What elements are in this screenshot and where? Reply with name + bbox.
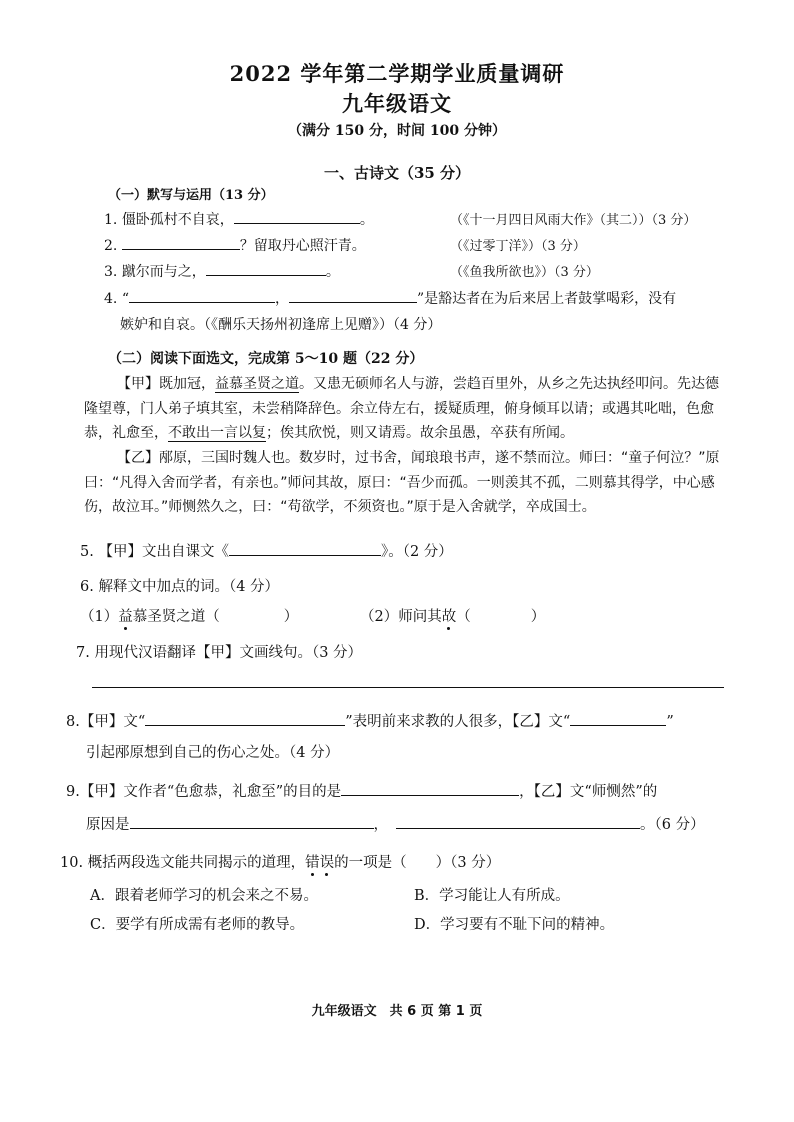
q8-prefix: 【甲】文“ (79, 714, 146, 730)
q3-answer-blank[interactable] (206, 261, 326, 276)
q8-answer-blank-2[interactable] (570, 711, 666, 726)
dotted-char: 错 (305, 855, 320, 871)
question-7 (76, 641, 362, 662)
q1-suffix: 。 (359, 212, 374, 228)
q8-line2: 引起邴原想到自己的伤心之处。（4 分） (86, 745, 340, 761)
q9-answer-blank-1[interactable] (341, 781, 519, 796)
q9-middle: ，【乙】文“师恻然”的 (519, 784, 658, 800)
q4-line2: 嫉妒和自哀。（《酬乐天扬州初逢席上见赠》）（4 分） (120, 317, 442, 333)
part1-title: （一）默写与运用（13 分） (108, 188, 274, 203)
q4-answer-blank-1[interactable] (129, 288, 275, 303)
underlined-sentence: 不敢出一言以复 (168, 425, 266, 441)
q4-text: ”是豁达者在为后来居上者鼓掌喝彩，没有 (416, 291, 677, 307)
page-footer: 九年级语文 共 6 页 第 1 页 (311, 1004, 483, 1019)
q1-number: 1. (104, 212, 118, 228)
q6-item-2: （2）师问其故（ ） (360, 609, 546, 625)
question-2 (104, 235, 366, 255)
q8-close: ” (666, 714, 674, 730)
exam-subtitle: 九年级语文 (342, 91, 452, 116)
q9-line2: 原因是 ， 。（6 分） (86, 813, 705, 834)
q3-source: （《鱼我所欲也》）（3 分） (450, 265, 599, 280)
exam-note: （满分 150 分，时间 100 分钟） (288, 123, 506, 139)
q7-answer-line[interactable] (92, 687, 724, 688)
q1-answer-blank[interactable] (234, 209, 360, 224)
question-10: 10. 概括两段选文能共同揭示的道理，错误的一项是（ ）（3 分） (60, 855, 501, 871)
q4-comma: ， (274, 291, 289, 307)
q9-prefix: 【甲】文作者“色愈恭，礼愈至”的目的是 (79, 784, 342, 800)
q9-answer-blank-3[interactable] (396, 814, 640, 829)
question-5 (80, 540, 453, 561)
option-b[interactable]: B．学习能让人有所成。 (414, 888, 570, 904)
dotted-char: 误 (319, 855, 335, 871)
dotted-char: 益 (118, 609, 133, 625)
q4-answer-blank-2[interactable] (289, 288, 417, 303)
exam-title: 2022 学年第二学期学业质量调研 (229, 61, 565, 86)
q4-open-quote: “ (121, 291, 129, 307)
option-a[interactable]: A．跟着老师学习的机会来之不易。 (90, 888, 318, 904)
question-6 (80, 575, 279, 596)
q4-number: 4. (104, 291, 118, 307)
part2-title: （二）阅读下面选文，完成第 5～10 题（22 分） (108, 351, 424, 367)
q6-item-1: （1）益慕圣贤之道（ ） (80, 609, 299, 625)
q3-number: 3. (104, 264, 118, 280)
q9-number: 9. (66, 784, 80, 800)
option-c[interactable]: C．要学有所成需有老师的教导。 (90, 917, 305, 933)
q2-suffix: ？留取丹心照汗青。 (239, 238, 366, 254)
q5-number: 5. (80, 544, 94, 560)
question-8 (66, 710, 674, 731)
question-3 (104, 261, 340, 281)
section-title: 一、古诗文（35 分） (323, 164, 471, 182)
q5-prefix: 【甲】文出自课文《 (98, 544, 229, 560)
question-1 (104, 209, 374, 229)
q2-answer-blank[interactable] (122, 235, 240, 250)
q8-number: 8. (66, 714, 80, 730)
q2-number: 2. (104, 238, 118, 254)
q7-number: 7. (76, 645, 90, 661)
q7-text: 用现代汉语翻译【甲】文画线句。（3 分） (94, 645, 363, 661)
question-9 (66, 780, 657, 801)
q6-text: 解释文中加点的词。（4 分） (98, 579, 280, 595)
underlined-phrase-1: 益慕圣贤之道 (215, 376, 299, 392)
q1-prefix: 僵卧孤村不自哀， (121, 212, 234, 228)
q9-answer-blank-2[interactable] (130, 814, 374, 829)
q5-answer-blank[interactable] (229, 541, 381, 556)
option-d[interactable]: D．学习要有不耻下问的精神。 (414, 917, 615, 933)
question-4 (104, 288, 676, 308)
q1-source: （《十一月四日风雨大作》（其二））（3 分） (450, 213, 697, 228)
q3-prefix: 蹴尔而与之， (121, 264, 206, 280)
passage-yi: 【乙】邴原，三国时魏人也。数岁时，过书舍，闻琅琅书声，遂不禁而泣。师曰：“童子何泣？”原曰：“凡得入舍而学者，有亲也。”师问其故，原曰：“吾少而孤。一则羡其不孤，二则慕其得学，中心感伤，故泣耳。”师恻然久之，曰：“苟欲学，不须资也。”原于是入舍就学，卒成国士。 (84, 450, 720, 515)
q5-suffix: 》。（2 分） (380, 544, 453, 560)
q6-number: 6. (80, 579, 94, 595)
dotted-char: 故 (441, 609, 457, 625)
q8-middle: ”表明前来求教的人很多，【乙】文“ (345, 714, 571, 730)
q3-suffix: 。 (325, 264, 340, 280)
q10-number: 10. (60, 855, 84, 871)
q2-source: （《过零丁洋》）（3 分） (450, 239, 586, 254)
q8-answer-blank-1[interactable] (145, 711, 345, 726)
passage-jia: 【甲】既加冠，益慕圣贤之道。又患无硕师名人与游，尝趋百里外，从乡之先达执经叩问。先达德隆望尊，门人弟子填其室，未尝稍降辞色。余立侍左右，援疑质理，俯身倾耳以请；或遇其叱咄，色愈恭，礼愈至，不敢出一言以复；俟其欣悦，则又请焉。故余虽愚，卒获有所闻。 (84, 376, 719, 441)
